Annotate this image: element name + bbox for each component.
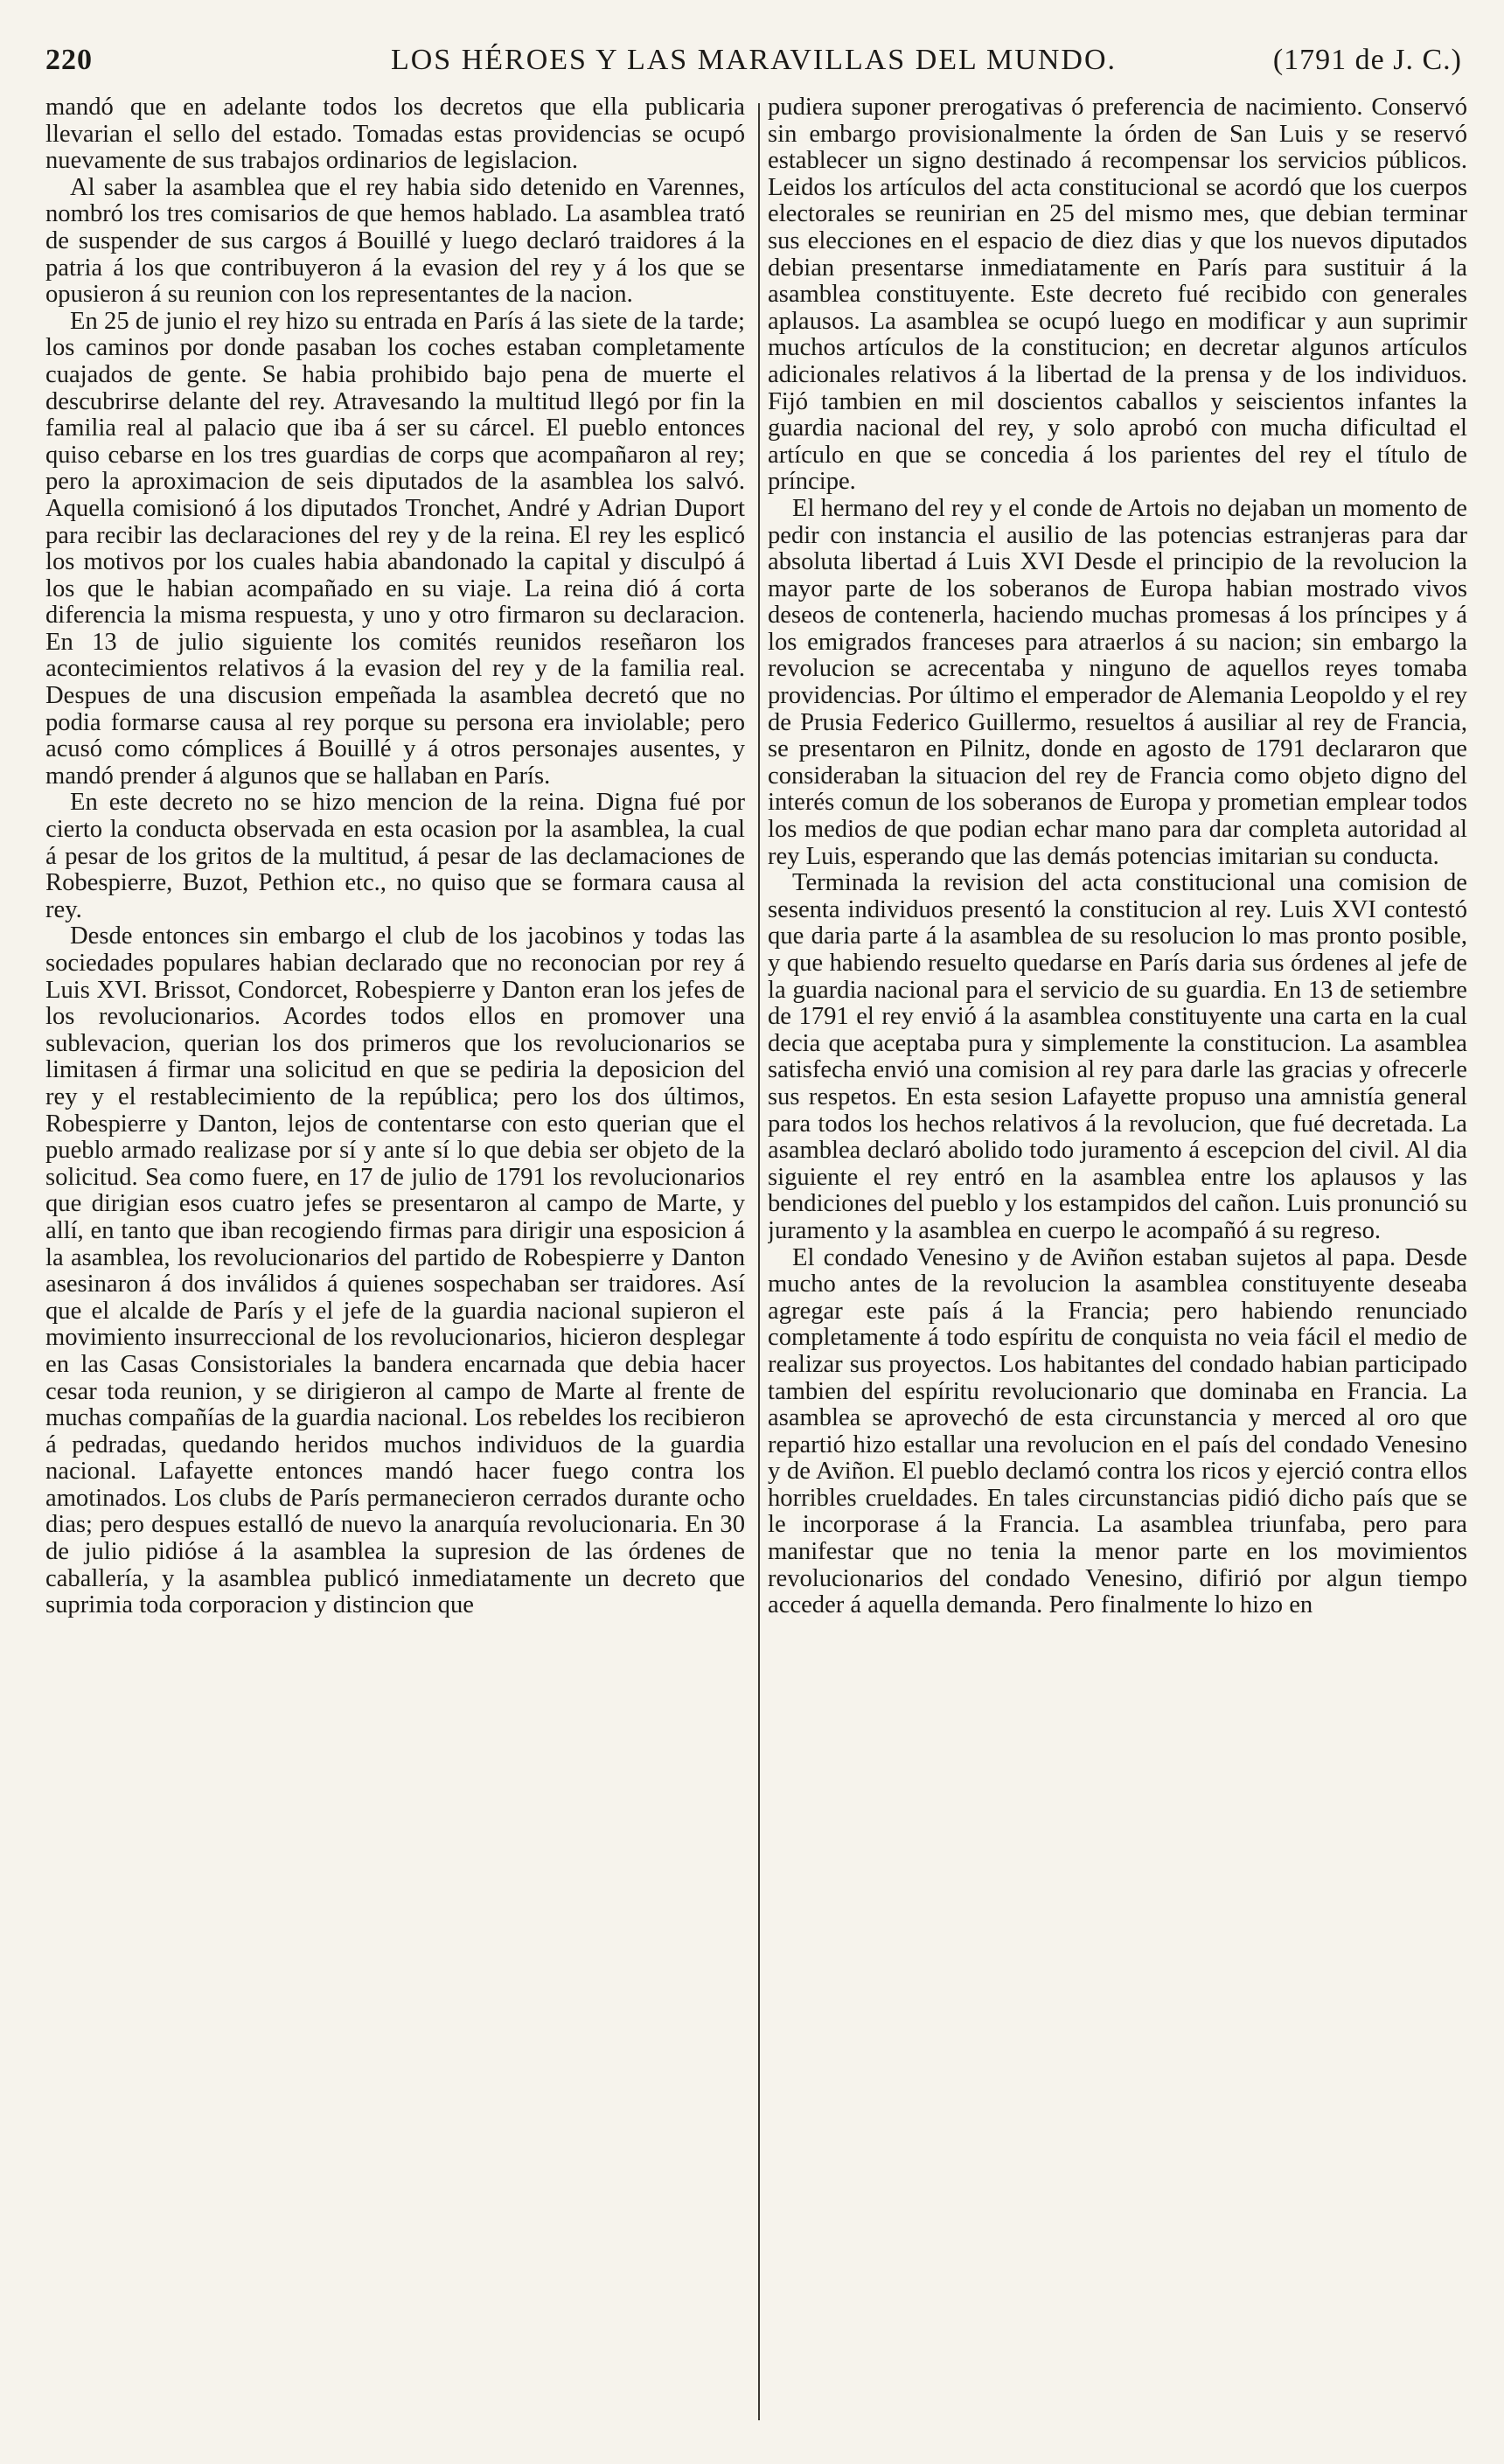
paragraph: El hermano del rey y el conde de Artois no dejaban un momento de pedir con instancia el ausilio de las potencias estranjeras para dar absoluta libertad á Luis XVI Desde el principio de la revolucion la mayor parte de los soberanos de Europa habian mostrado vivos deseos de contenerla, haciendo muchas promesas á los príncipes y á los emigrados franceses para atraerlos á su nacion; sin embargo la revolucion se acrecentaba y ninguno de aquellos reyes tomaba providencias. Por último el emperador de Alemania Leopoldo y el rey de Prusia Federico Guillermo, resueltos á ausiliar al rey de Francia, se presentaron en Pilnitz, donde en agosto de 1791 declararon que consideraban la situacion del rey de Francia como objeto digno del interés comun de los soberanos de Europa y prometian emplear todos los medios de que podian echar mano para dar completa autoridad al rey Luis, esperando que las demás potencias imitarian su conducta. xyxy=(768,494,1467,870)
column-divider xyxy=(758,103,760,2420)
paragraph: pudiera suponer prerogativas ó preferencia de nacimiento. Conservó sin embargo provisionalmente la órden de San Luis y se reservó establecer un signo destinado á recompensar los servicios públicos. Leidos los artículos del acta constitucional se acordó que los cuerpos electorales se reunirian en 25 del mismo mes, que debian terminar sus elecciones en el espacio de diez dias y que los nuevos diputados debian presentarse inmediatamente en París para sustituir á la asamblea constituyente. Este decreto fué recibido con generales aplausos. La asamblea se ocupó luego en modificar y aun suprimir muchos artículos de la constitucion; en decretar algunos artículos adicionales relativos á la libertad de la prensa y de los individuos. Fijó tambien en mil doscientos caballos y seiscientos infantes la guardia nacional del rey, y solo aprobó con mucha dificultad el artículo en que se concedia á los parientes del rey el título de príncipe. xyxy=(768,94,1467,496)
running-title: LOS HÉROES Y LAS MARAVILLAS DEL MUNDO. xyxy=(390,44,1117,76)
paragraph: En 25 de junio el rey hizo su entrada en París á las siete de la tarde; los caminos por donde pasaban los coches estaban completamente cuajados de gente. Se habia prohibido bajo pena de muerte el descubrirse delante del rey. Atravesando la multitud llegó por fin la familia real al palacio que iba á ser su cárcel. El pueblo entonces quiso cebarse en los tres guardias de corps que acompañaron al rey; pero la aproximacion de seis diputados de la asamblea los salvó. Aquella comisionó á los diputados Tronchet, André y Adrian Duport para recibir las declaraciones del rey y de la reina. El rey les esplicó los motivos por los cuales habia abandonado la capital y disculpó á los que le habian acompañado en su viaje. La reina dió á corta diferencia la misma respuesta, y uno y otro firmaron su declaracion. En 13 de julio siguiente los comités reunidos reseñaron los acontecimientos relativos á la evasion del rey y de la familia real. Despues de una discusion empeñada la asamblea decretó que no podia formarse causa al rey porque su persona era inviolable; pero acusó como cómplices á Bouillé y á otros personajes ausentes, y mandó prender á algunos que se hallaban en París. xyxy=(45,307,745,790)
paragraph: mandó que en adelante todos los decretos que ella publicaria llevarian el sello del estado. Tomadas estas providencias se ocupó nuevamente de sus trabajos ordinarios de legislacion. xyxy=(45,94,745,175)
paragraph: Terminada la revision del acta constitucional una comision de sesenta individuos presentó la constitucion al rey. Luis XVI contestó que daria parte á la asamblea de su resolucion lo mas pronto posible, y que habiendo resuelto quedarse en París daria sus órdenes al jefe de la guardia nacional para el servicio de su guardia. En 13 de setiembre de 1791 el rey envió á la asamblea constituyente una carta en la cual decia que aceptaba pura y simplemente la constitucion. La asamblea satisfecha envió una comision al rey para darle las gracias y ofrecerle sus respetos. En esta sesion Lafayette propuso una amnistía general para todos los hechos relativos á la revolucion, que fué decretada. La asamblea declaró abolido todo juramento á escepcion del civil. Al dia siguiente el rey entró en la asamblea entre los aplausos y las bendiciones del pueblo y los estampidos del cañon. Luis pronunció su juramento y la asamblea en cuerpo le acompañó á su regreso. xyxy=(768,869,1467,1244)
paragraph: En este decreto no se hizo mencion de la reina. Digna fué por cierto la conducta observada en esta ocasion por la asamblea, la cual á pesar de los gritos de la multitud, á pesar de las declamaciones de Robespierre, Buzot, Pethion etc., no quiso que se formara causa al rey. xyxy=(45,789,745,923)
running-date: (1791 de J. C.) xyxy=(1272,44,1462,76)
paragraph: El condado Venesino y de Aviñon estaban sujetos al papa. Desde mucho antes de la revolucion la asamblea constituyente deseaba agregar este país á la Francia; pero habiendo renunciado completamente á todo espíritu de conquista no veia fácil el medio de realizar sus proyectos. Los habitantes del condado habian participado tambien del espíritu revolucionario que dominaba en Francia. La asamblea se aprovechó de esta circunstancia y merced al oro que repartió hizo estallar una revolucion en el país del condado Venesino y de Aviñon. El pueblo declamó contra los ricos y ejerció contra ellos horribles crueldades. En tales circunstancias pidió dicho país que se le incorporase á la Francia. La asamblea triunfaba, pero para manifestar que no tenia la menor parte en los movimientos revolucionarios del condado Venesino, difirió por algun tiempo acceder á aquella demanda. Pero finalmente lo hizo en xyxy=(768,1243,1467,1619)
page-number: 220 xyxy=(45,44,93,76)
right-column xyxy=(768,94,1467,2447)
page-header xyxy=(45,44,1462,86)
paragraph: Al saber la asamblea que el rey habia sido detenido en Varennes, nombró los tres comisarios de que hemos hablado. La asamblea trató de suspender de sus cargos á Bouillé y luego declaró traidores á la patria á los que contribuyeron á la evasion del rey y á los que se opusieron á su reunion con los representantes de la nacion. xyxy=(45,173,745,309)
paragraph: Desde entonces sin embargo el club de los jacobinos y todas las sociedades populares habian declarado que no reconocian por rey á Luis XVI. Brissot, Condorcet, Robespierre y Danton eran los jefes de los revolucionarios. Acordes todos ellos en promover una sublevacion, querian los dos primeros que los revolucionarios se limitasen á firmar una solicitud en que se pediria la deposicion del rey y el restablecimiento de la república; pero los dos últimos, Robespierre y Danton, lejos de contentarse con esto querian que el pueblo armado realizase por sí y ante sí lo que debia ser objeto de la solicitud. Sea como fuere, en 17 de julio de 1791 los revolucionarios que dirigian esos cuatro jefes se presentaron al campo de Marte, y allí, en tanto que iban recogiendo firmas para dirigir una esposicion á la asamblea, los revolucionarios del partido de Robespierre y Danton asesinaron á dos inválidos á quienes sospechaban ser traidores. Así que el alcalde de París y el jefe de la guardia nacional supieron el movimiento insurreccional de los revolucionarios, hicieron desplegar en las Casas Consistoriales la bandera encarnada que debia hacer cesar toda reunion, y se dirigieron al campo de Marte al frente de muchas compañías de la guardia nacional. Los rebeldes los recibieron á pedradas, quedando heridos muchos individuos de la guardia nacional. Lafayette entonces mandó hacer fuego contra los amotinados. Los clubs de París permanecieron cerrados durante ocho dias; pero despues estalló de nuevo la anarquía revolucionaria. En 30 de julio pidióse á la asamblea la supresion de las órdenes de caballería, y la asamblea publicó inmediatamente un decreto que suprimia toda corporacion y distincion que xyxy=(45,922,745,1619)
left-column xyxy=(45,94,745,2447)
